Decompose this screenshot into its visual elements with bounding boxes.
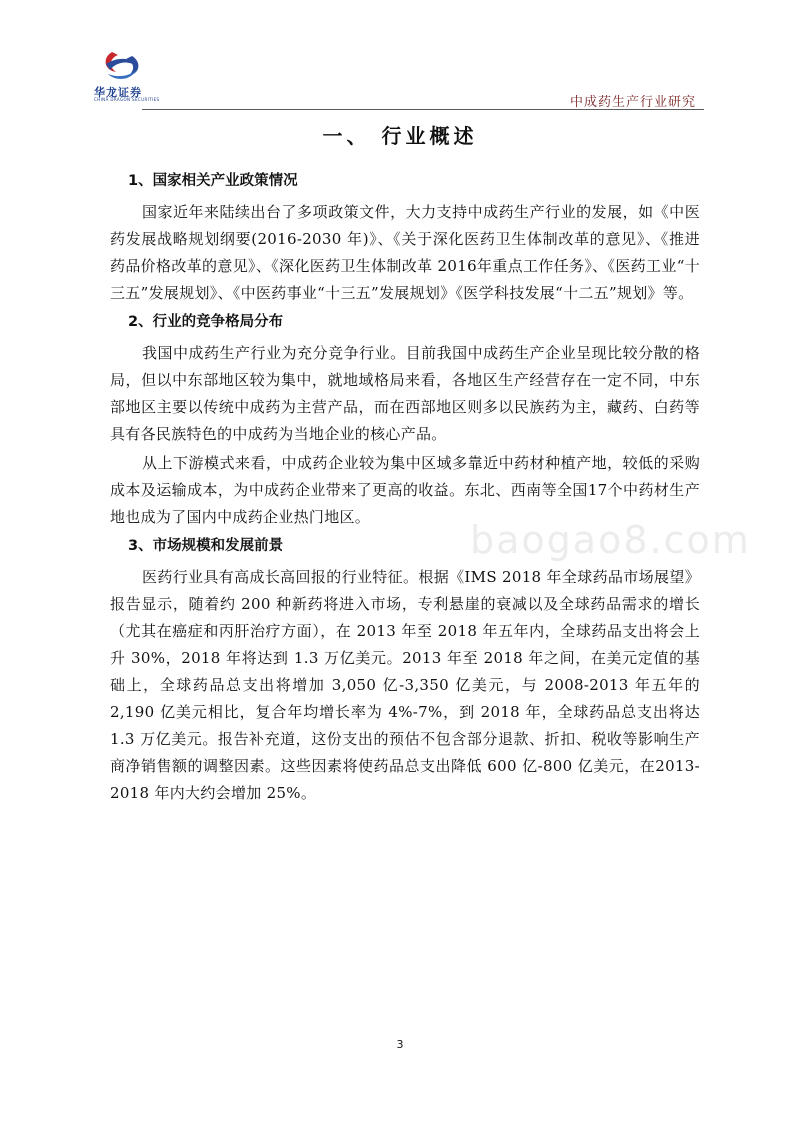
watermark: baogao8.com	[470, 518, 751, 562]
paragraph: 医药行业具有高成长高回报的行业特征。根据《IMS 2018 年全球药品市场展望》报告显示，随着约 200 种新药将进入市场，专利悬崖的衰减以及全球药品需求的增长（尤其在癌症和丙肝治疗方面），在 2013 年至 2018 年五年内，全球药品支出将会上升 30%，2018 年将达到 1.3 万亿美元。2013 年至 2018 年之间，在美元定值的基础上，全球药品总支出将增加 3,050 亿-3,350 亿美元，与 2008-2013 年五年的2,190 亿美元相比，复合年均增长率为 4%-7%，到 2018 年，全球药品总支出将达 1.3 万亿美元。报告补充道，这份支出的预估不包含部分退款、折扣、税收等影响生产商净销售额的调整因素。这些因素将使药品总支出降低 600 亿-800 亿美元，在2013-2018 年内大约会增加 25%。	[110, 568, 700, 802]
paragraph: 国家近年来陆续出台了多项政策文件，大力支持中成药生产行业的发展，如《中医药发展战略规划纲要(2016-2030 年)》、《关于深化医药卫生体制改革的意见》、《推进药品价格改革的意见》、《深化医药卫生体制改革 2016年重点工作任务》、《医药工业“十三五”发展规划》、《中医药事业“十三五”发展规划》《医学科技发展“十二五”规划》等。	[110, 203, 700, 302]
document-body	[110, 168, 700, 809]
paragraph: 从上下游模式来看，中成药企业较为集中区域多靠近中药材种植产地，较低的采购成本及运输成本，为中成药企业带来了更高的收益。东北、西南等全国17个中药材生产地也成为了国内中成药企业热门地区。	[110, 454, 700, 526]
chapter-title: 一、 行业概述	[322, 124, 478, 148]
section-heading: 1、国家相关产业政策情况	[128, 173, 298, 189]
section-heading: 3、市场规模和发展前景	[128, 538, 284, 554]
company-logo-name: 华龙证券	[94, 86, 142, 99]
header-divider	[142, 109, 704, 110]
paragraph: 我国中成药生产行业为充分竞争行业。目前我国中成药生产企业呈现比较分散的格局，但以中东部地区较为集中，就地域格局来看，各地区生产经营存在一定不同，中东部地区主要以传统中成药为主营产品，而在西部地区则多以民族药为主，藏药、白药等具有各民族特色的中成药为当地企业的核心产品。	[110, 344, 700, 443]
page-number: 3	[396, 1038, 404, 1051]
page-header	[92, 46, 704, 112]
company-logo-subtitle: CHINA DRAGON SECURITIES	[94, 97, 160, 102]
section-heading: 2、行业的竞争格局分布	[128, 314, 284, 330]
report-header-title: 中成药生产行业研究	[569, 95, 696, 110]
